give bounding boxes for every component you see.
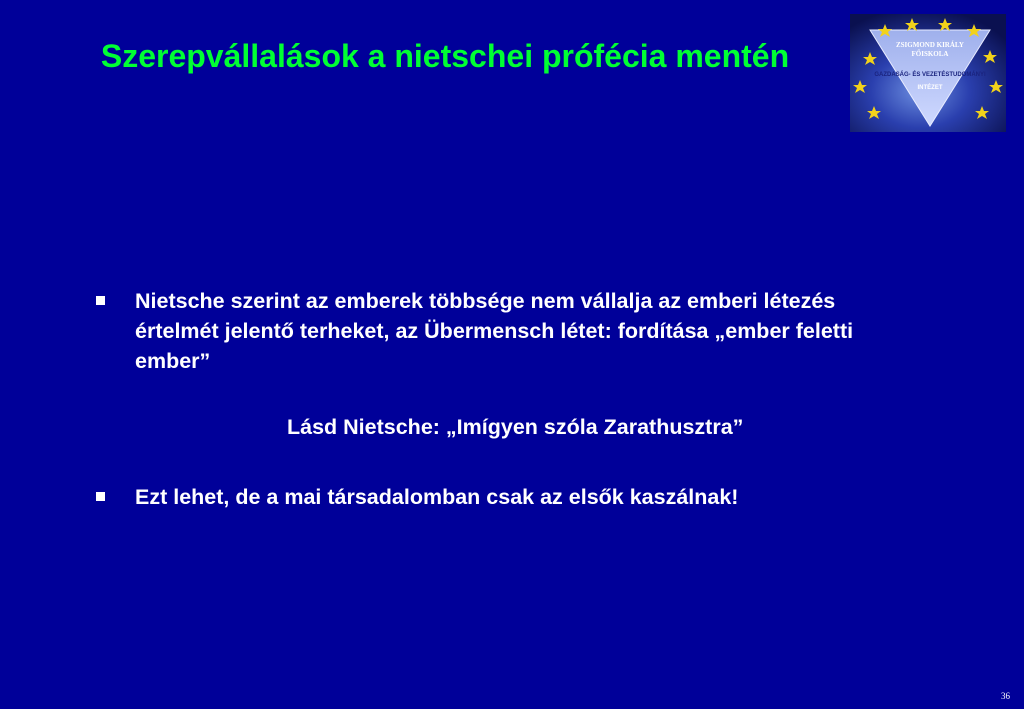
bullet-item (96, 286, 916, 376)
square-bullet-icon (96, 296, 105, 305)
book-reference: Lásd Nietsche: „Imígyen szóla Zarathusztra” (287, 415, 744, 439)
logo-line-2: FŐISKOLA (911, 50, 949, 58)
institution-logo (850, 14, 1006, 132)
page-number: 36 (1001, 691, 1010, 701)
slide-title: Szerepvállalások a nietschei prófécia mentén (100, 38, 790, 74)
square-bullet-icon (96, 492, 105, 501)
logo-line-4: INTÉZET (917, 85, 943, 91)
logo-line-3: GAZDASÁG- ÉS VEZETÉSTUDOMÁNYI (874, 72, 986, 78)
logo-line-1: ZSIGMOND KIRÁLY (895, 41, 965, 49)
bullet-text: Ezt lehet, de a mai társadalomban csak az elsők kaszálnak! (135, 485, 739, 509)
bullet-item (96, 482, 916, 512)
bullet-text: Nietsche szerint az emberek többsége nem vállalja az emberi létezés értelmét jelentő terheket, az Übermensch létet: fordítása „ember feletti ember” (135, 289, 854, 373)
